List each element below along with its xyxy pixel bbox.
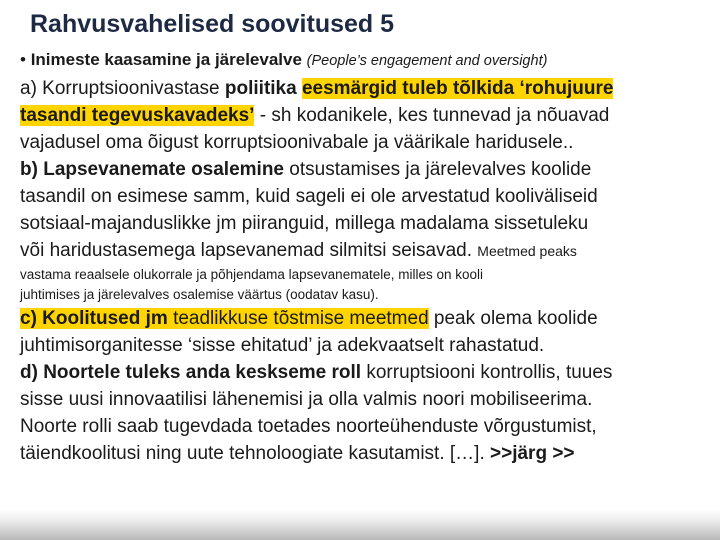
point-d-line-1 bbox=[20, 359, 710, 386]
point-a-line-3: vajadusel oma õigust korruptsioonivabale ja väärikale haridusele.. bbox=[20, 132, 574, 153]
point-b-line-6: juhtimises ja järelevalves osalemise väärtus (oodatav kasu). bbox=[20, 287, 379, 302]
point-b-line-2: tasandil on esimese samm, kuid sageli ei ole arvestatud kooliväliseid bbox=[20, 186, 598, 207]
text-segment: peak olema koolide bbox=[428, 308, 598, 329]
point-b-line-5: vastama reaalsele olukorrale ja põhjendama lapsevanematele, milles on kooli bbox=[20, 267, 484, 282]
point-d-line-2: sisse uusi innovaatilisi lähenemisi ja olla valmis noori mobiliseerima. bbox=[20, 389, 593, 410]
point-b-line-4 bbox=[20, 237, 710, 265]
footer-bar bbox=[0, 510, 720, 540]
bullet-heading bbox=[20, 46, 710, 75]
bullet-heading-text: Inimeste kaasamine ja järelevalve bbox=[30, 50, 302, 69]
bullet-marker: • bbox=[20, 50, 26, 69]
text-segment-bold: b) Lapsevanemate osalemine bbox=[20, 159, 284, 180]
point-a-line-1 bbox=[20, 75, 710, 102]
slide-body bbox=[20, 46, 710, 467]
text-segment: korruptsiooni kontrollis, tuues bbox=[361, 362, 613, 383]
text-segment: või haridustasemega lapsevanemad silmitsi seisavad. bbox=[20, 240, 478, 261]
highlighted-text: tasandi tegevuskavadeks’ bbox=[20, 105, 255, 126]
point-c-line-2: juhtimisorganitesse ‘sisse ehitatud’ ja adekvaatselt rahastatud. bbox=[20, 335, 545, 356]
text-segment: täiendkoolitusi ning uute tehnoloogiate kasutamist. […]. bbox=[20, 443, 491, 464]
highlighted-text-bold: c) Koolitused jm bbox=[20, 308, 168, 329]
point-d-line-3: Noorte rolli saab tugevdada toetades noorteühenduste võrgustumist, bbox=[20, 416, 597, 437]
text-segment-small: Meetmed peaks bbox=[477, 243, 577, 259]
point-a-line-2 bbox=[20, 102, 710, 129]
text-segment: otsustamises ja järelevalves koolide bbox=[284, 159, 592, 180]
point-b-line-1 bbox=[20, 156, 710, 183]
highlighted-text: teadlikkuse tõstmise meetmed bbox=[167, 308, 429, 329]
point-b-line-3: sotsiaal-majanduslikke jm piiranguid, millega madalama sissetuleku bbox=[20, 213, 589, 234]
highlighted-text: eesmärgid tuleb tõlkida ‘rohujuure bbox=[301, 78, 614, 99]
text-segment-bold: d) Noortele tuleks anda keskseme roll bbox=[20, 362, 362, 383]
text-segment-bold: poliitika bbox=[224, 78, 297, 99]
point-c-line-1 bbox=[20, 305, 710, 332]
bullet-english-text: (People’s engagement and oversight) bbox=[306, 53, 548, 69]
point-d-line-4 bbox=[20, 440, 710, 467]
slide-title: Rahvusvahelised soovitused 5 bbox=[30, 10, 395, 38]
text-segment: - sh kodanikele, kes tunnevad ja nõuavad bbox=[254, 105, 610, 126]
text-segment: a) Korruptsioonivastase bbox=[20, 78, 225, 99]
continue-link[interactable]: >>järg >> bbox=[490, 443, 575, 464]
